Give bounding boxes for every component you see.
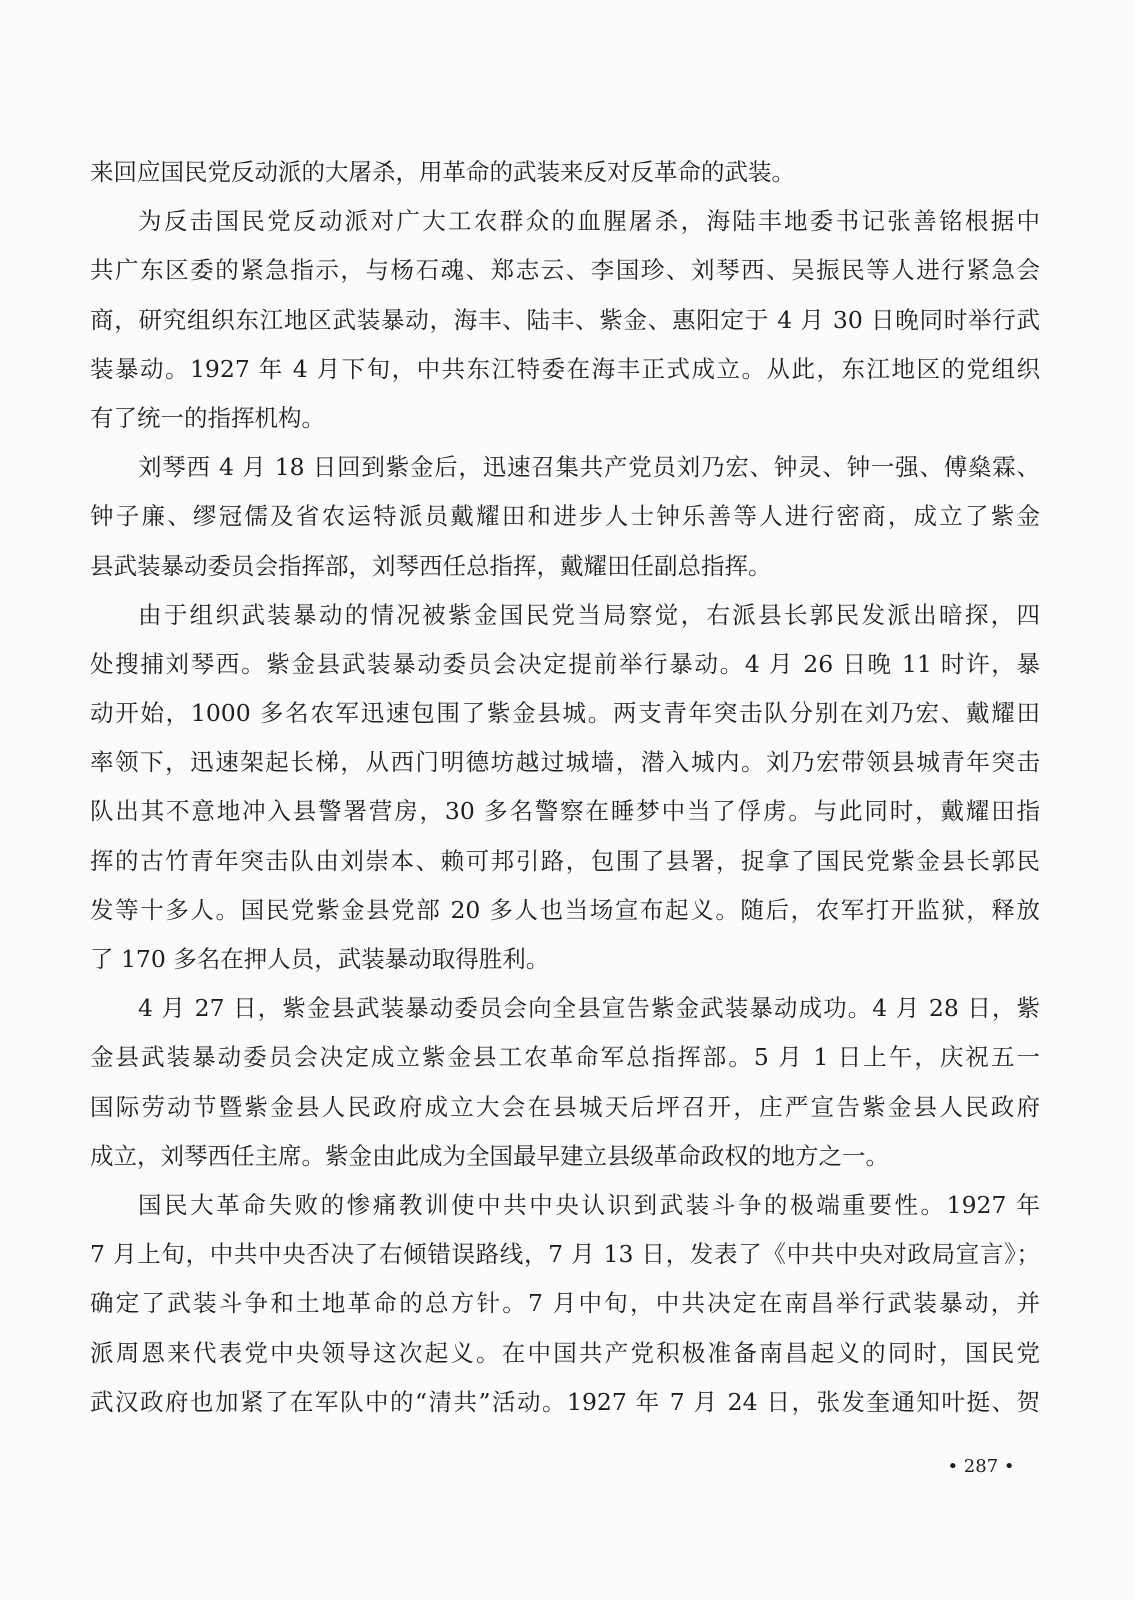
text-line: 4 月 27 日，紫金县武装暴动委员会向全县宣告紫金武装暴动成功。4 月 28 日，紫	[138, 994, 1040, 1023]
text-line: 金县武装暴动委员会决定成立紫金县工农革命军总指挥部。5 月 1 日上午，庆祝五一	[90, 1043, 1040, 1072]
body-text	[90, 148, 1040, 1427]
text-line: 钟子廉、缪冠儒及省农运特派员戴耀田和进步人士钟乐善等人进行密商，成立了紫金	[90, 502, 1040, 531]
text-line: 成立，刘琴西任主席。紫金由此成为全国最早建立县级革命政权的地方之一。	[90, 1141, 889, 1170]
text-line: 装暴动。1927 年 4 月下旬，中共东江特委在海丰正式成立。从此，东江地区的党组织	[90, 354, 1040, 383]
text-line: 发等十多人。国民党紫金县党部 20 多人也当场宣布起义。随后，农军打开监狱，释放	[90, 895, 1040, 924]
page-number: • 287 •	[947, 1456, 1015, 1477]
text-line: 刘琴西 4 月 18 日回到紫金后，迅速召集共产党员刘乃宏、钟灵、钟一强、傅燊霖、	[138, 453, 1040, 482]
text-line: 7 月上旬，中共中央否决了右倾错误路线，7 月 13 日，发表了《中共中央对政局宣言》；	[90, 1240, 1040, 1269]
text-line: 国际劳动节暨紫金县人民政府成立大会在县城天后坪召开，庄严宣告紫金县人民政府	[90, 1092, 1040, 1121]
text-line: 动开始，1000 多名农军迅速包围了紫金县城。两支青年突击队分别在刘乃宏、戴耀田	[90, 699, 1040, 728]
text-line: 由于组织武装暴动的情况被紫金国民党当局察觉，右派县长郭民发派出暗探，四	[138, 600, 1040, 629]
text-line: 派周恩来代表党中央领导这次起义。在中国共产党积极准备南昌起义的同时，国民党	[90, 1338, 1040, 1367]
text-line: 处搜捕刘琴西。紫金县武装暴动委员会决定提前举行暴动。4 月 26 日晚 11 时许，暴	[90, 649, 1040, 678]
text-line: 率领下，迅速架起长梯，从西门明德坊越过城墙，潜入城内。刘乃宏带领县城青年突击	[90, 748, 1040, 777]
text-line: 挥的古竹青年突击队由刘崇本、赖可邦引路，包围了县署，捉拿了国民党紫金县长郭民	[90, 846, 1040, 875]
text-line: 县武装暴动委员会指挥部，刘琴西任总指挥，戴耀田任副总指挥。	[90, 551, 772, 580]
text-line: 队出其不意地冲入县警署营房，30 多名警察在睡梦中当了俘虏。与此同时，戴耀田指	[90, 797, 1040, 826]
text-line: 国民大革命失败的惨痛教训使中共中央认识到武装斗争的极端重要性。1927 年	[138, 1190, 1040, 1219]
text-line: 共广东区委的紧急指示，与杨石魂、郑志云、李国珍、刘琴西、吴振民等人进行紧急会	[90, 256, 1040, 285]
text-line: 来回应国民党反动派的大屠杀，用革命的武装来反对反革命的武装。	[90, 158, 795, 186]
text-line: 了 170 多名在押人员，武装暴动取得胜利。	[90, 945, 550, 973]
text-line: 武汉政府也加紧了在军队中的“清共”活动。1927 年 7 月 24 日，张发奎通知叶挺、贺	[90, 1387, 1040, 1416]
text-line: 有了统一的指挥机构。	[90, 403, 325, 432]
text-line: 为反击国民党反动派对广大工农群众的血腥屠杀，海陆丰地委书记张善铭根据中	[138, 207, 1040, 236]
text-line: 确定了武装斗争和土地革命的总方针。7 月中旬，中共决定在南昌举行武装暴动，并	[90, 1289, 1040, 1318]
text-line: 商，研究组织东江地区武装暴动，海丰、陆丰、紫金、惠阳定于 4 月 30 日晚同时举行武	[90, 305, 1040, 334]
